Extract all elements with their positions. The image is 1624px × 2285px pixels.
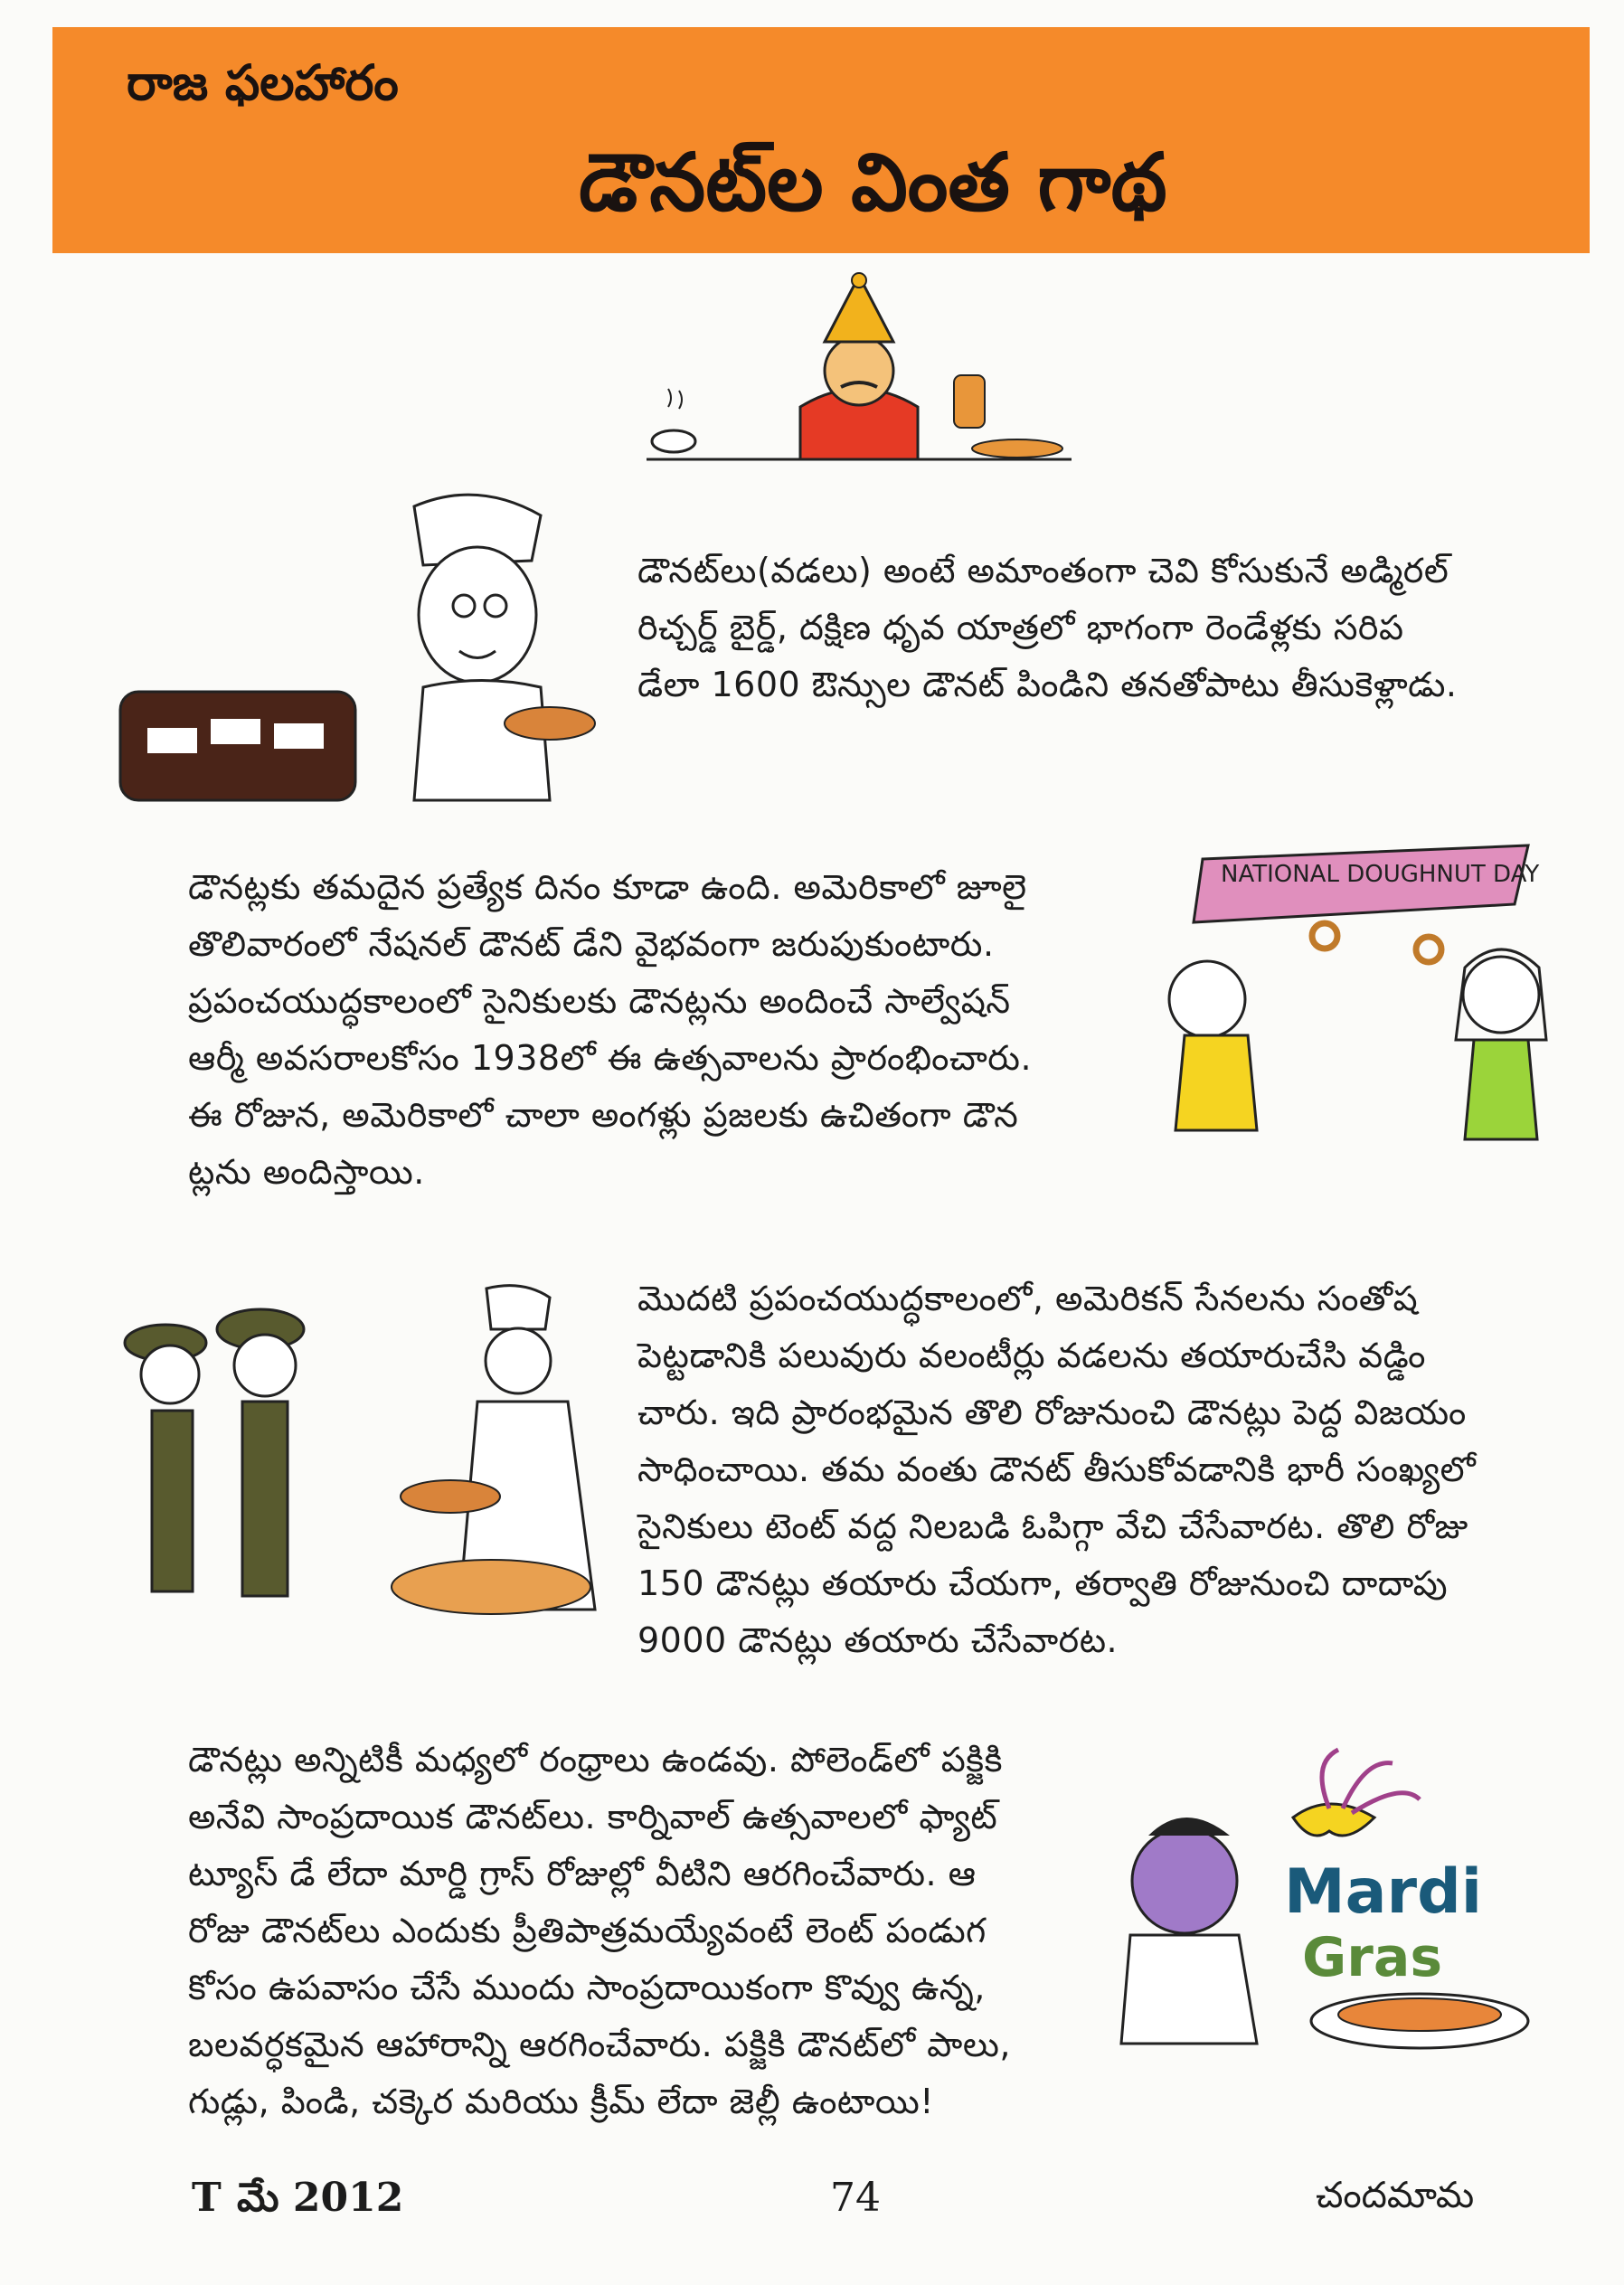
page-title: డౌనట్‌ల వింత గాథ — [579, 136, 1167, 229]
text-line: గుడ్లు, పిండి, చక్కెర మరియు క్రీమ్ లేదా జెల్లీ ఉంటాయి! — [188, 2082, 934, 2121]
text-line: రోజు డౌనట్‌లు ఎందుకు ప్రీతిపాత్రమయ్యేవంటే లెంట్ పండుగ — [188, 1911, 987, 1950]
paragraph-paczki — [188, 1732, 1011, 2130]
paragraph-admiral-byrd — [637, 543, 1458, 713]
text-line: తొలివారంలో నేషనల్ డౌనట్ డేని వైభవంగా జరుపుకుంటారు. — [188, 924, 995, 964]
text-line: ట్యూస్ డే లేదా మార్డి గ్రాస్ రోజుల్లో వీటిని ఆరగించేవారు. ఆ — [188, 1854, 977, 1893]
text-line: డౌనట్‌లు(వడలు) అంటే అమాంతంగా చెవి కోసుకునే అడ్మిరల్ — [637, 551, 1449, 590]
text-line: సైనికులు టెంట్ వద్ద నిలబడి ఓపిగ్గా వేచి చేసేవారట. తొలి రోజు — [637, 1506, 1468, 1546]
text-line: డేలా 1600 ఔన్సుల డౌనట్ పిండిని తనతోపాటు తీసుకెళ్లాడు. — [637, 665, 1458, 704]
text-line: ప్రపంచయుద్ధకాలంలో సైనికులకు డౌనట్లను అందించే సాల్వేషన్ — [188, 981, 1011, 1021]
text-line: కోసం ఉపవాసం చేసే ముందు సాంప్రదాయికంగా కొవ్వు ఉన్న, — [188, 1968, 986, 2007]
text-line: ఈ రోజున, అమెరికాలో చాలా అంగళ్లు ప్రజలకు ఉచితంగా డౌన — [188, 1095, 1019, 1135]
text-line: 150 డౌనట్లు తయారు చేయగా, తర్వాతి రోజునుంచి దాదాపు — [637, 1563, 1449, 1603]
gras-text: Gras — [1302, 1926, 1443, 1989]
national-doughnut-day-illustration — [1148, 841, 1573, 1148]
text-line: డౌనట్లకు తమదైన ప్రత్యేక దినం కూడా ఉంది. అమెరికాలో జూలై — [188, 867, 1027, 907]
text-line: అనేవి సాంప్రదాయిక డౌనట్‌లు. కార్నివాల్ ఉత్సవాలలో ఫ్యాట్ — [188, 1797, 998, 1836]
text-line: సాధించాయి. తమ వంతు డౌనట్ తీసుకోవడానికి భారీ సంఖ్యలో — [637, 1449, 1477, 1489]
text-line: ట్లను అందిస్తాయి. — [188, 1152, 425, 1192]
mardi-text: Mardi — [1284, 1856, 1483, 1928]
text-line: చారు. ఇది ప్రారంభమైన తొలి రోజునుంచి డౌనట్లు పెద్ద విజయం — [637, 1393, 1467, 1432]
soldiers-volunteer-illustration — [116, 1275, 604, 1619]
text-line: బలవర్ధకమైన ఆహారాన్ని ఆరగించేవారు. పక్జికి డౌనట్‌లో పాలు, — [188, 2025, 1011, 2064]
footer-marker: T — [192, 2175, 222, 2221]
section-label: రాజ ఫలహారం — [127, 54, 399, 111]
paragraph-world-war-volunteers — [637, 1270, 1476, 1669]
footer-date: మే 2012 — [237, 2175, 404, 2221]
text-line: మొదటి ప్రపంచయుద్ధకాలంలో, అమెరికన్ సేనలను సంతోష — [637, 1279, 1419, 1318]
admiral-byrd-illustration — [116, 479, 604, 805]
text-line: పెట్టడానికి పలువురు వలంటీర్లు వడలను తయారుచేసి వడ్డిం — [637, 1336, 1426, 1375]
king-eating-illustration — [637, 271, 1081, 466]
page-number: 74 — [830, 2175, 881, 2221]
magazine-name: చందమామ — [1316, 2175, 1475, 2216]
text-line: రిచ్చర్డ్ బైర్డ్, దక్షిణ ధృవ యాత్రలో భాగంగా రెండేళ్లకు సరిప — [637, 608, 1404, 647]
paragraph-national-doughnut-day — [188, 859, 1032, 1201]
banner-text: NATIONAL DOUGHNUT DAY — [1221, 861, 1540, 888]
text-line: 9000 డౌనట్లు తయారు చేసేవారట. — [637, 1620, 1119, 1660]
mardi-gras-illustration — [1112, 1745, 1564, 2071]
text-line: ఆర్మీ అవసరాలకోసం 1938లో ఈ ఉత్సవాలను ప్రారంభించారు. — [188, 1038, 1033, 1078]
text-line: డౌనట్లు అన్నిటికీ మధ్యలో రంధ్రాలు ఉండవు. పోలెండ్‌లో పక్జికి — [188, 1740, 1003, 1780]
